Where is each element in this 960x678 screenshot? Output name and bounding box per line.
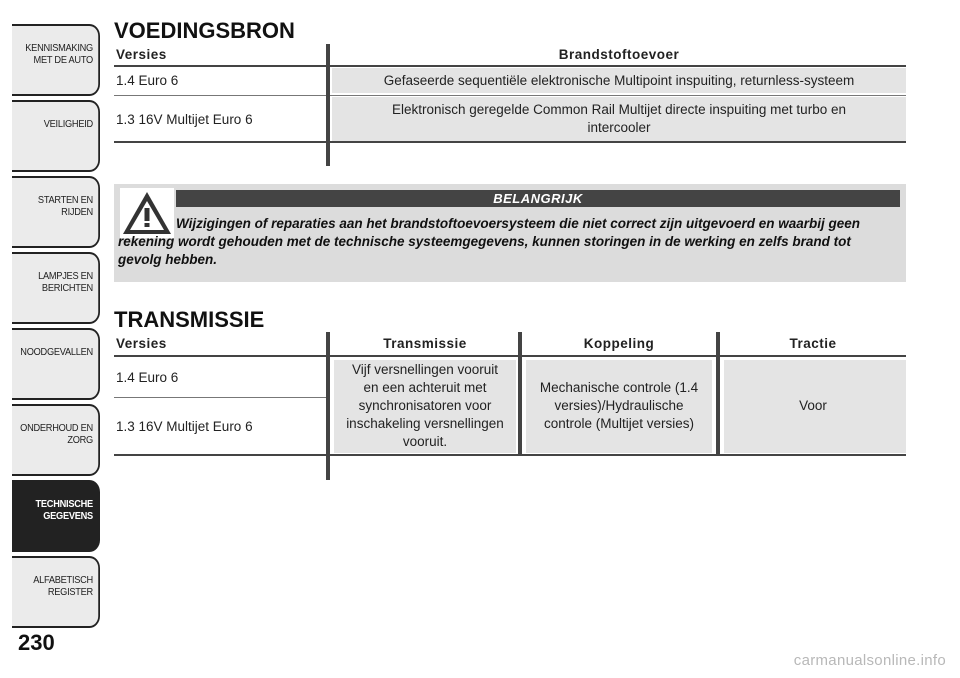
tab-label: KENNISMAKING MET DE AUTO — [25, 42, 93, 66]
fuel-table-bottom — [114, 141, 906, 143]
traction-text: Voor — [799, 398, 827, 413]
tab-kennismaking[interactable] — [12, 24, 100, 96]
tab-label: LAMPJES EN BERICHTEN — [38, 270, 93, 294]
fuel-row-2-version: 1.3 16V Multijet Euro 6 — [116, 112, 253, 127]
transmission-row-2-version: 1.3 16V Multijet Euro 6 — [116, 419, 253, 434]
tab-technische-gegevens[interactable] — [12, 480, 100, 552]
page-number: 230 — [18, 630, 55, 655]
fuel-section-title: VOEDINGSBRON — [114, 18, 295, 43]
transmission-row-1-version: 1.4 Euro 6 — [116, 370, 179, 385]
transmission-text-line-4: inschakeling versnellingen — [346, 416, 504, 431]
transmission-header-divider — [114, 355, 906, 357]
transmission-header-transmission: Transmissie — [383, 336, 467, 351]
fuel-column-divider — [326, 44, 330, 166]
tab-label: NOODGEVALLEN — [20, 346, 93, 358]
fuel-row-2-supply-line-2: intercooler — [587, 120, 651, 135]
transmission-table-bottom — [114, 454, 906, 456]
tab-alfabetisch-register[interactable] — [12, 556, 100, 628]
fuel-row-1-supply: Gefaseerde sequentiële elektronische Multipoint inspuiting, returnless-systeem — [383, 73, 855, 88]
tab-label: STARTEN EN RIJDEN — [37, 194, 93, 218]
fuel-row-1-version: 1.4 Euro 6 — [116, 73, 179, 88]
transmission-text-line-1: Vijf versnellingen vooruit — [351, 362, 499, 377]
clutch-text-line-3: controle (Multijet versies) — [543, 416, 695, 431]
fuel-header-versions: Versies — [116, 47, 167, 62]
clutch-text-line-1: Mechanische controle (1.4 — [539, 380, 699, 395]
tab-starten-en-rijden[interactable] — [12, 176, 100, 248]
warning-label: BELANGRIJK — [176, 190, 900, 207]
fuel-header-divider — [114, 65, 906, 67]
tab-lampjes-en-berichten[interactable] — [12, 252, 100, 324]
transmission-header-traction: Tractie — [789, 336, 837, 351]
tab-onderhoud-en-zorg[interactable] — [12, 404, 100, 476]
tab-label: VEILIGHEID — [43, 118, 93, 130]
transmission-text-line-3: synchronisatoren voor — [358, 398, 492, 413]
tab-label: ONDERHOUD EN ZORG — [20, 422, 93, 446]
transmission-row-divider — [114, 397, 326, 398]
fuel-row-2-supply-line-1: Elektronisch geregelde Common Rail Multijet directe inspuiting met turbo en — [392, 102, 846, 117]
transmission-text-line-5: vooruit. — [402, 434, 448, 449]
transmission-column-divider-3 — [716, 332, 720, 454]
tab-label: ALFABETISCH REGISTER — [33, 574, 93, 598]
watermark: carmanualsonline.info — [793, 652, 946, 669]
warning-text: Wijzigingen of reparaties aan het brandstoftoevoersysteem die niet correct zijn uitgevoerd en waarbij geen rekening wordt gehouden met de technische systeemgegevens, kunnen storingen in de werking en zelfs brand tot gevolg hebben. — [118, 216, 861, 267]
fuel-row-divider — [114, 95, 906, 96]
transmission-text-line-2: en een achteruit met — [363, 380, 487, 395]
transmission-header-versions: Versies — [116, 336, 167, 351]
tab-veiligheid[interactable] — [12, 100, 100, 172]
clutch-text-line-2: versies)/Hydraulische — [554, 398, 684, 413]
transmission-header-clutch: Koppeling — [583, 336, 655, 351]
tab-label: TECHNISCHE GEGEVENS — [35, 498, 93, 522]
transmission-section-title: TRANSMISSIE — [114, 307, 265, 332]
tab-noodgevallen[interactable] — [12, 328, 100, 400]
fuel-header-supply: Brandstoftoevoer — [558, 47, 680, 62]
